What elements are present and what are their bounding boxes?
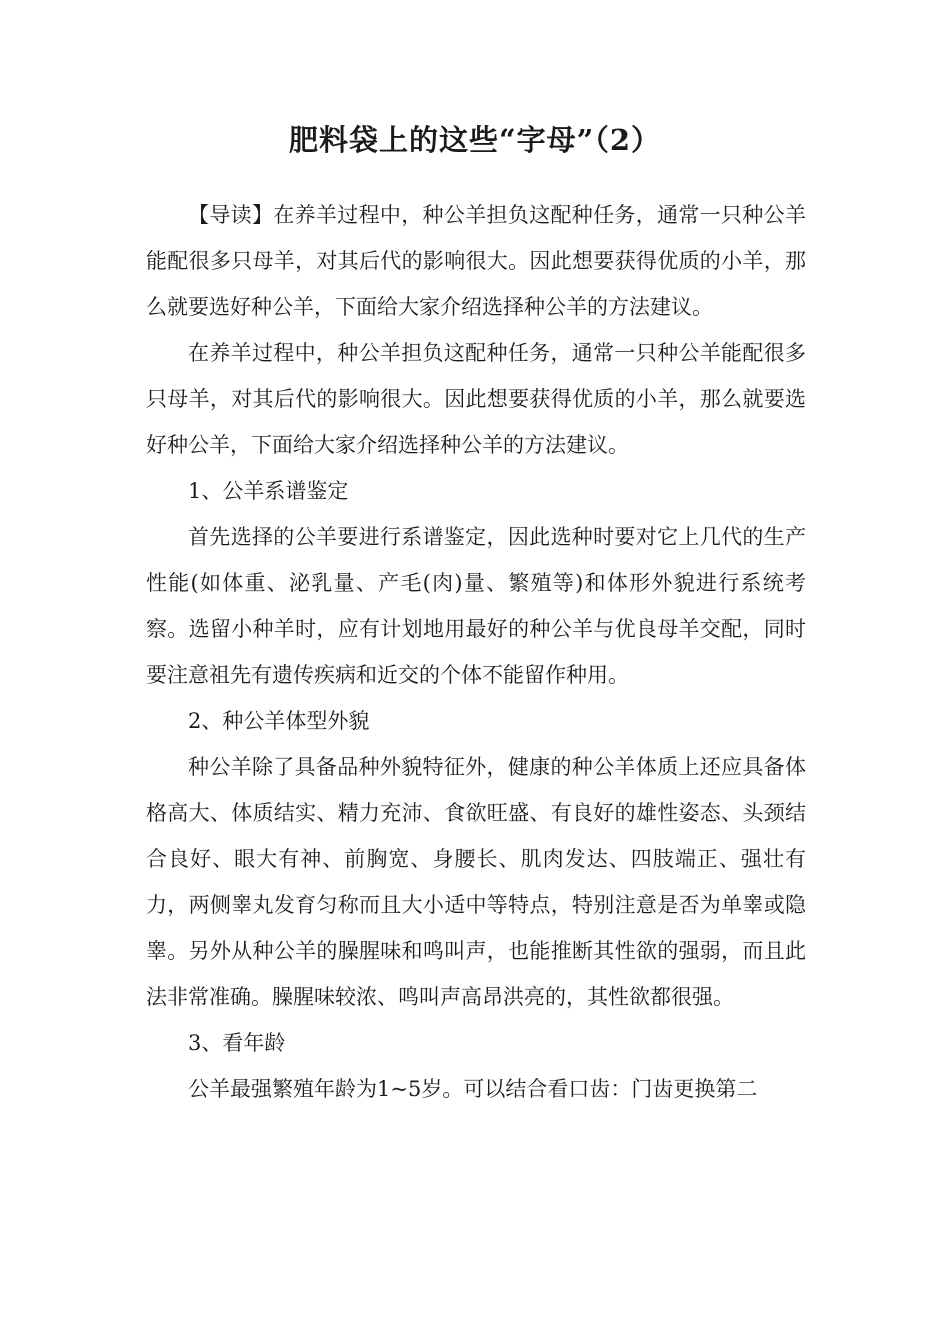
section-heading-3: 3、看年龄 xyxy=(188,1031,286,1055)
paragraph-2: 首先选择的公羊要进行系谱鉴定，因此选种时要对它上几代的生产性能(如体重、泌乳量、产毛(肉)量、繁殖等)和体形外貌进行系统考察。选留小种羊时，应有计划地用最好的种公羊与优良母羊交配，同时要注意祖先有遗传疾病和近交的个体不能留作种用。 xyxy=(146,525,806,687)
paragraph-3: 种公羊除了具备品种外貌特征外，健康的种公羊体质上还应具备体格高大、体质结实、精力充沛、食欲旺盛、有良好的雄性姿态、头颈结合良好、眼大有神、前胸宽、身腰长、肌肉发达、四肢端正、强壮有力，两侧睾丸发育匀称而且大小适中等特点，特别注意是否为单睾或隐睾。另外从种公羊的臊腥味和鸣叫声，也能推断其性欲的强弱，而且此法非常准确。臊腥味较浓、鸣叫声高昂洪亮的，其性欲都很强。 xyxy=(146,755,806,1009)
document-title: 肥料袋上的这些“字母”（2） xyxy=(288,123,662,157)
intro-paragraph: 【导读】在养羊过程中，种公羊担负这配种任务，通常一只种公羊能配很多只母羊，对其后代的影响很大。因此想要获得优质的小羊，那么就要选好种公羊，下面给大家介绍选择种公羊的方法建议。 xyxy=(146,203,806,319)
section-heading-2: 2、种公羊体型外貌 xyxy=(188,709,370,733)
paragraph-4: 公羊最强繁殖年龄为1~5岁。可以结合看口齿：门齿更换第二 xyxy=(188,1077,758,1101)
section-heading-1: 1、公羊系谱鉴定 xyxy=(188,479,349,503)
paragraph-1: 在养羊过程中，种公羊担负这配种任务，通常一只种公羊能配很多只母羊，对其后代的影响很大。因此想要获得优质的小羊，那么就要选好种公羊，下面给大家介绍选择种公羊的方法建议。 xyxy=(146,341,806,457)
document-body xyxy=(146,192,806,1112)
